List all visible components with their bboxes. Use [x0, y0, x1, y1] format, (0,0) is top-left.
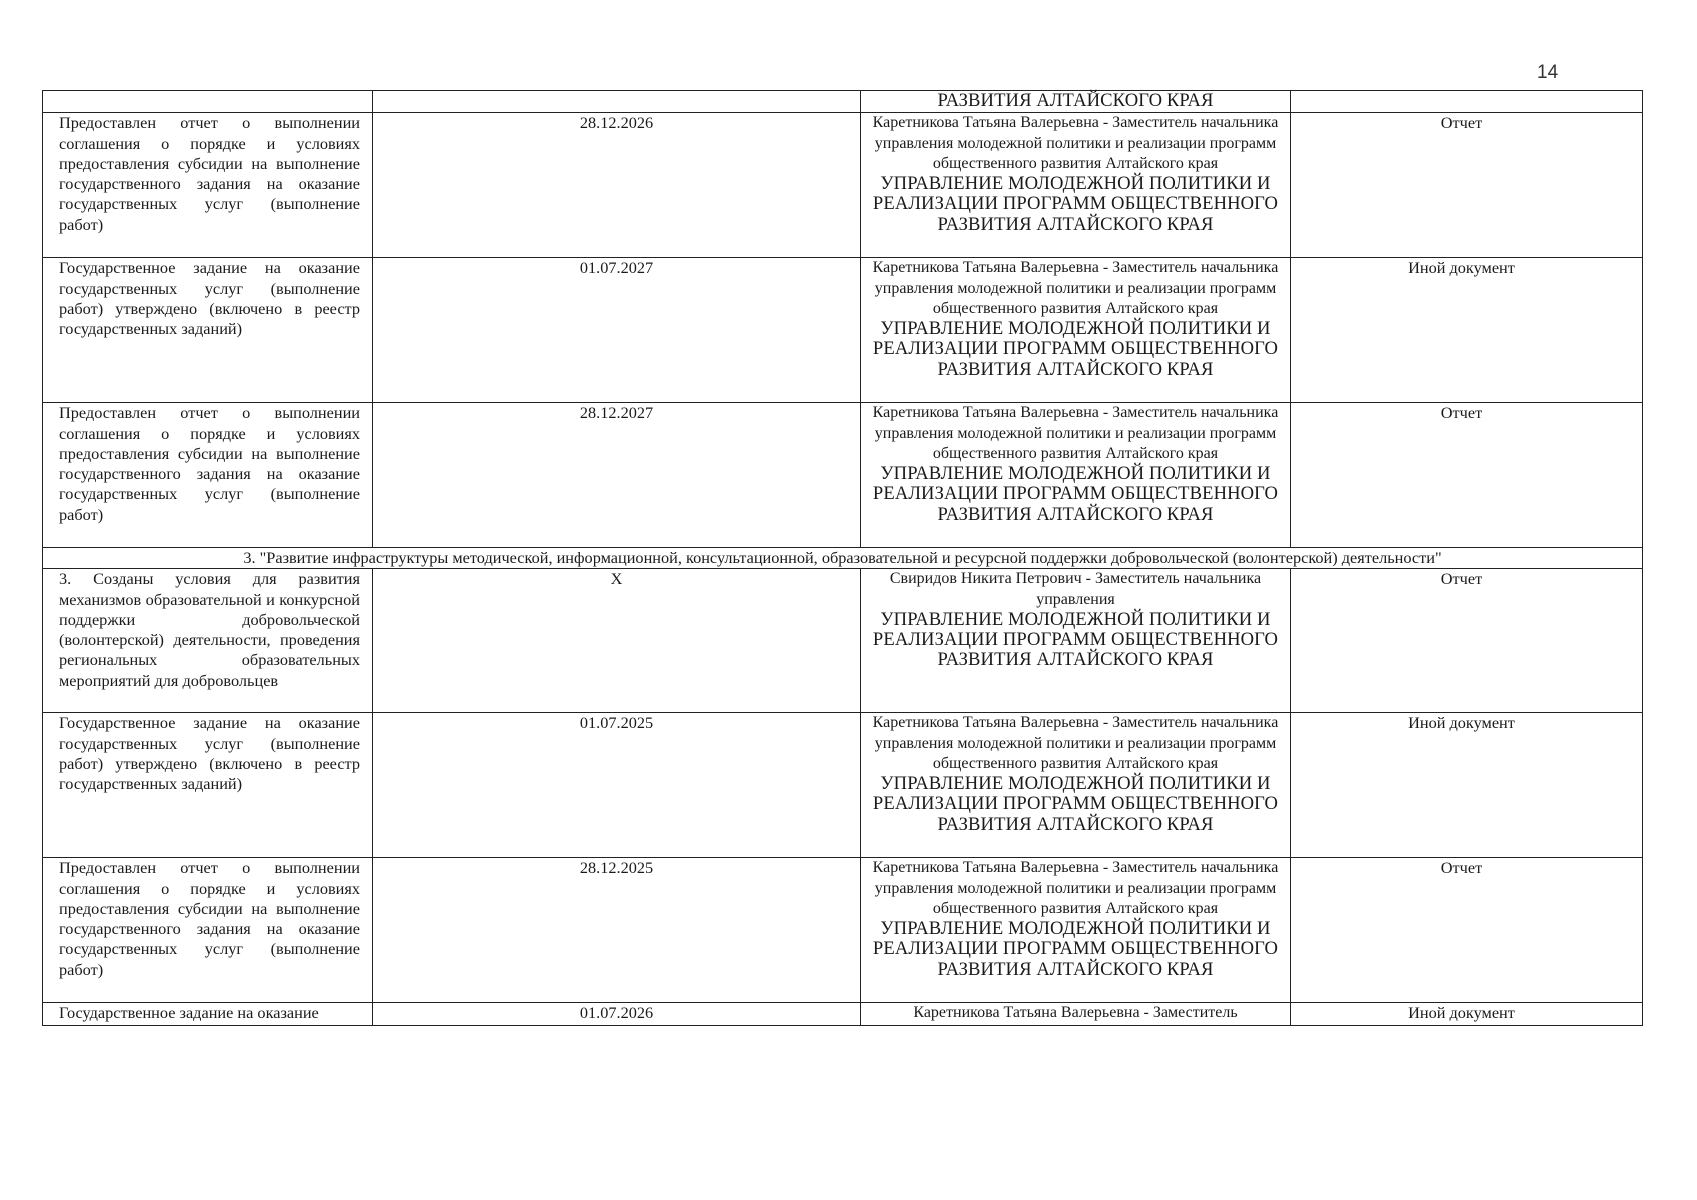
document-type-cell: Отчет	[1291, 113, 1643, 258]
event-cell: Предоставлен отчет о выполнении соглашения о порядке и условиях предоставления субсидии на выполнение государственного задания на оказание государственных услуг (выполнение работ)	[43, 113, 373, 258]
responsible-person: Каретникова Татьяна Валерьевна - Заместитель начальника управления молодежной политики и реализации программ общественного развития Алтайского края	[872, 714, 1279, 772]
table-row	[43, 713, 1643, 858]
table-row	[43, 1003, 1643, 1025]
table-row	[43, 403, 1643, 548]
organization-name: РАЗВИТИЯ АЛТАЙСКОГО КРАЯ	[937, 90, 1214, 111]
table-row	[43, 91, 1643, 113]
organization-name: УПРАВЛЕНИЕ МОЛОДЕЖНОЙ ПОЛИТИКИ И РЕАЛИЗАЦИИ ПРОГРАММ ОБЩЕСТВЕННОГО РАЗВИТИЯ АЛТАЙСКОГО КРАЯ	[872, 608, 1279, 671]
responsible-person: Каретникова Татьяна Валерьевна - Заместитель	[913, 1004, 1238, 1022]
table-row	[43, 113, 1643, 258]
date-cell: 28.12.2025	[373, 858, 861, 1003]
event-cell: 3. Созданы условия для развития механизмов образовательной и конкурсной поддержки добровольческой (волонтерской) деятельности, проведения региональных образовательных мероприятий для добровольцев	[43, 569, 373, 713]
table-row	[43, 258, 1643, 403]
event-cell: Государственное задание на оказание государственных услуг (выполнение работ) утверждено (включено в реестр государственных заданий)	[43, 713, 373, 858]
date-cell: 28.12.2027	[373, 403, 861, 548]
organization-name: УПРАВЛЕНИЕ МОЛОДЕЖНОЙ ПОЛИТИКИ И РЕАЛИЗАЦИИ ПРОГРАММ ОБЩЕСТВЕННОГО РАЗВИТИЯ АЛТАЙСКОГО КРАЯ	[872, 918, 1279, 980]
date-cell	[373, 91, 861, 113]
document-type-cell	[1291, 91, 1643, 113]
event-cell: Предоставлен отчет о выполнении соглашения о порядке и условиях предоставления субсидии на выполнение государственного задания на оказание государственных услуг (выполнение работ)	[43, 403, 373, 548]
responsible-cell	[861, 713, 1291, 858]
table-row	[43, 858, 1643, 1003]
plan-table	[42, 90, 1643, 1026]
date-cell: 28.12.2026	[373, 113, 861, 258]
date-cell: X	[373, 569, 861, 713]
document-type-cell: Отчет	[1291, 569, 1643, 713]
organization-name: УПРАВЛЕНИЕ МОЛОДЕЖНОЙ ПОЛИТИКИ И РЕАЛИЗАЦИИ ПРОГРАММ ОБЩЕСТВЕННОГО РАЗВИТИЯ АЛТАЙСКОГО КРАЯ	[872, 463, 1279, 525]
page-number: 14	[1537, 62, 1559, 83]
responsible-cell	[861, 1003, 1291, 1025]
responsible-person: Каретникова Татьяна Валерьевна - Заместитель начальника управления молодежной политики и реализации программ общественного развития Алтайского края	[872, 259, 1279, 317]
responsible-person: Каретникова Татьяна Валерьевна - Заместитель начальника управления молодежной политики и реализации программ общественного развития Алтайского края	[872, 404, 1279, 462]
responsible-cell	[861, 858, 1291, 1003]
responsible-person: Свиридов Никита Петрович - Заместитель начальника управления	[889, 570, 1262, 608]
event-cell	[43, 91, 373, 113]
responsible-person: Каретникова Татьяна Валерьевна - Заместитель начальника управления молодежной политики и реализации программ общественного развития Алтайского края	[872, 859, 1279, 917]
section-title: 3. "Развитие инфраструктуры методической, информационной, консультационной, образовательной и ресурсной поддержки добровольческой (волонтерской) деятельности"	[43, 548, 1643, 569]
organization-name: УПРАВЛЕНИЕ МОЛОДЕЖНОЙ ПОЛИТИКИ И РЕАЛИЗАЦИИ ПРОГРАММ ОБЩЕСТВЕННОГО РАЗВИТИЯ АЛТАЙСКОГО КРАЯ	[872, 173, 1279, 235]
responsible-cell	[861, 403, 1291, 548]
event-cell: Государственное задание на оказание	[43, 1003, 373, 1025]
date-cell: 01.07.2026	[373, 1003, 861, 1025]
responsible-cell	[861, 258, 1291, 403]
responsible-person: Каретникова Татьяна Валерьевна - Заместитель начальника управления молодежной политики и реализации программ общественного развития Алтайского края	[872, 114, 1279, 172]
document-type-cell: Иной документ	[1291, 258, 1643, 403]
responsible-cell	[861, 91, 1291, 113]
date-cell: 01.07.2025	[373, 713, 861, 858]
organization-name: УПРАВЛЕНИЕ МОЛОДЕЖНОЙ ПОЛИТИКИ И РЕАЛИЗАЦИИ ПРОГРАММ ОБЩЕСТВЕННОГО РАЗВИТИЯ АЛТАЙСКОГО КРАЯ	[872, 773, 1279, 835]
document-type-cell: Иной документ	[1291, 1003, 1643, 1025]
organization-name: УПРАВЛЕНИЕ МОЛОДЕЖНОЙ ПОЛИТИКИ И РЕАЛИЗАЦИИ ПРОГРАММ ОБЩЕСТВЕННОГО РАЗВИТИЯ АЛТАЙСКОГО КРАЯ	[872, 318, 1279, 380]
document-type-cell: Отчет	[1291, 403, 1643, 548]
responsible-cell	[861, 569, 1291, 713]
responsible-cell	[861, 113, 1291, 258]
section-heading-row	[43, 548, 1643, 569]
document-type-cell: Иной документ	[1291, 713, 1643, 858]
date-cell: 01.07.2027	[373, 258, 861, 403]
document-type-cell: Отчет	[1291, 858, 1643, 1003]
table-row	[43, 569, 1643, 713]
event-cell: Государственное задание на оказание государственных услуг (выполнение работ) утверждено (включено в реестр государственных заданий)	[43, 258, 373, 403]
event-cell: Предоставлен отчет о выполнении соглашения о порядке и условиях предоставления субсидии на выполнение государственного задания на оказание государственных услуг (выполнение работ)	[43, 858, 373, 1003]
